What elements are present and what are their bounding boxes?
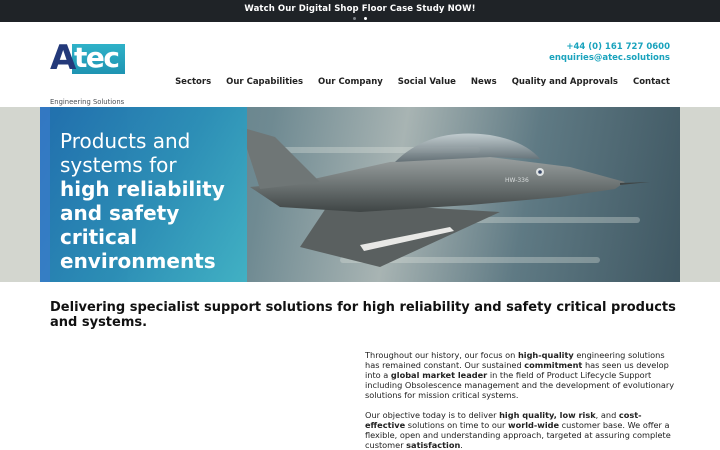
- emphasis-text: high-quality: [517, 350, 574, 360]
- nav-our-company[interactable]: Our Company: [318, 77, 383, 87]
- emphasis-text: commitment: [524, 360, 583, 370]
- emphasis-text: high quality, low risk: [499, 410, 596, 420]
- hero-line-2: systems for: [60, 153, 177, 177]
- email-link[interactable]: enquiries@atec.solutions: [549, 53, 670, 63]
- emphasis-text: global market leader: [390, 370, 488, 380]
- emphasis-text: cost-effective: [365, 410, 642, 430]
- nav-news[interactable]: News: [470, 77, 497, 87]
- phone-link[interactable]: +44 (0) 161 727 0600: [566, 42, 670, 52]
- announcement-bar[interactable]: [0, 0, 720, 22]
- logo-tagline: Engineering Solutions: [50, 98, 125, 106]
- body-text: Our objective today is to deliver: [365, 410, 500, 420]
- jet-aircraft-image: [240, 127, 680, 277]
- hero-bold-3: critical: [60, 225, 138, 249]
- logo-letter: A: [50, 38, 75, 78]
- announcement-text[interactable]: Watch Our Digital Shop Floor Case Study NOW!: [244, 4, 476, 14]
- about-paragraph-2: [365, 410, 675, 450]
- nav-social-value[interactable]: Social Value: [397, 77, 456, 87]
- slider-dot-2[interactable]: [364, 17, 367, 20]
- nav-quality-and-approvals[interactable]: Quality and Approvals: [511, 77, 618, 87]
- body-text: .: [460, 440, 463, 450]
- about-copy: [365, 350, 675, 450]
- nav-sectors[interactable]: Sectors: [175, 77, 212, 87]
- body-text: customer base. We offer a flexible, open and understanding approach, targeted at assuring complete customer: [365, 420, 671, 450]
- body-text: engineering solutions has remained constant. Our sustained: [365, 350, 665, 370]
- hero-bold-1: high reliability: [60, 177, 225, 201]
- body-text: solutions on time to our: [405, 420, 508, 430]
- logo-mark: [50, 38, 126, 78]
- emphasis-text: world-wide: [508, 420, 560, 430]
- intro-heading: Delivering specialist support solutions for high reliability and safety critical products and systems.: [50, 300, 676, 330]
- atec-logo[interactable]: [50, 38, 130, 106]
- emphasis-text: satisfaction: [406, 440, 461, 450]
- hero-accent-stripe: [40, 107, 50, 282]
- slider-dot-1[interactable]: [353, 17, 356, 20]
- main-nav: [175, 77, 670, 87]
- hero-banner: [40, 107, 680, 282]
- logo-word: tec: [74, 41, 119, 74]
- site-header: [0, 22, 720, 107]
- body-text: in the field of Product Lifecycle Support including Obsolescence management and the development of evolutionary solutions for mission critical systems.: [365, 370, 675, 400]
- hero-bold-4: environments: [60, 249, 216, 273]
- slider-dots: [0, 15, 720, 20]
- hero-line-1: Products and: [60, 129, 191, 153]
- svg-text:HW-336: HW-336: [505, 177, 529, 184]
- nav-contact[interactable]: Contact: [632, 77, 670, 87]
- contact-info: [549, 42, 670, 64]
- hero-bold-2: and safety: [60, 201, 180, 225]
- body-text: has seen us develop into a: [365, 360, 669, 380]
- hero-headline: [60, 129, 245, 273]
- about-paragraph-1: [365, 350, 675, 400]
- body-text: Throughout our history, our focus on: [365, 350, 518, 360]
- nav-our-capabilities[interactable]: Our Capabilities: [226, 77, 304, 87]
- body-text: , and: [595, 410, 619, 420]
